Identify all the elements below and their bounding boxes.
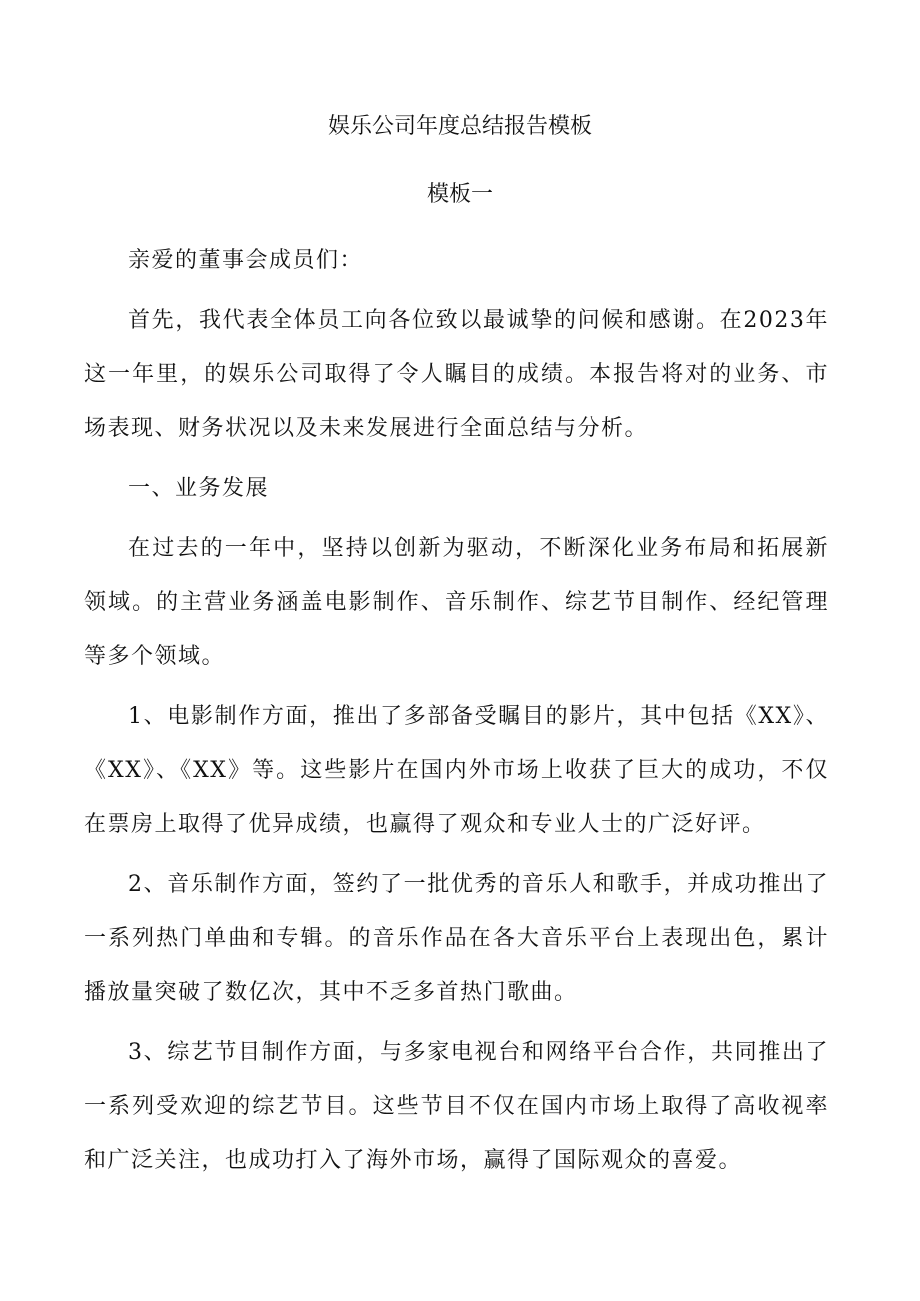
intro-paragraph: 首先，我代表全体员工向各位致以最诚挚的问候和感谢。在2023年这一年里，的娱乐公司取得了令人瞩目的成绩。本报告将对的业务、市场表现、财务状况以及未来发展进行全面总结与分析。 [84,308,829,441]
variety-show-paragraph: 3、综艺节目制作方面，与多家电视台和网络平台合作，共同推出了一系列受欢迎的综艺节目。这些节目不仅在国内市场上取得了高收视率和广泛关注，也成功打入了海外市场，赢得了国际观众的喜爱。 [84,1040,829,1173]
business-overview-paragraph: 在过去的一年中，坚持以创新为驱动，不断深化业务布局和拓展新领域。的主营业务涵盖电影制作、音乐制作、综艺节目制作、经纪管理等多个领域。 [84,536,829,669]
music-production-paragraph: 2、音乐制作方面，签约了一批优秀的音乐人和歌手，并成功推出了一系列热门单曲和专辑。的音乐作品在各大音乐平台上表现出色，累计播放量突破了数亿次，其中不乏多首热门歌曲。 [84,872,829,1005]
document-subtitle: 模板一 [426,182,493,207]
salutation-paragraph: 亲爱的董事会成员们： [128,248,364,273]
section-heading-business: 一、业务发展 [128,476,270,501]
film-production-paragraph: 1、电影制作方面，推出了多部备受瞩目的影片，其中包括《XX》、《XX》、《XX》等。这些影片在国内外市场上收获了巨大的成功，不仅在票房上取得了优异成绩，也赢得了观众和专业人士的广泛好评。 [84,704,829,837]
document-title: 娱乐公司年度总结报告模板 [327,114,592,139]
